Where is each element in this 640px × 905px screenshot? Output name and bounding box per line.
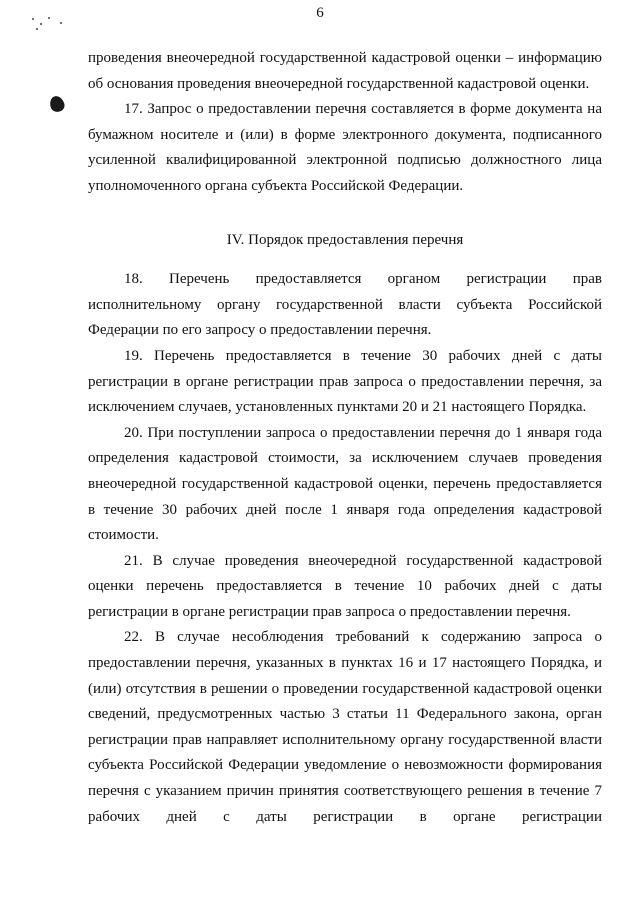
paragraph-21: 21. В случае проведения внеочередной государственной кадастровой оценки перечень предоставляется в течение 10 рабочих дней с даты регистрации в органе регистрации прав запроса о предоставлении перечня. <box>88 552 602 620</box>
paragraph-19: 19. Перечень предоставляется в течение 30 рабочих дней с даты регистрации в органе регистрации прав запроса о предоставлении перечня, за исключением случаев, установленных пунктами 20 и 21 настоящего Порядка. <box>88 347 602 416</box>
paragraph-20: 20. При поступлении запроса о предоставлении перечня до 1 января года определения кадастровой стоимости, за исключением случаев проведения внеочередной государственной кадастровой оценки, перечень предоставляется в течение 30 рабочих дней после 1 января года определения кадастровой стоимости. <box>88 424 602 544</box>
section-heading: IV. Порядок предоставления перечня <box>226 231 464 248</box>
page-number: 6 <box>316 5 324 21</box>
document-body <box>88 46 602 830</box>
paragraph-18: 18. Перечень предоставляется органом регистрации прав исполнительному органу государственной власти субъекта Российской Федерации по его запросу о предоставлении перечня. <box>88 271 602 339</box>
scan-blot <box>48 94 67 114</box>
paragraph-22: 22. В случае несоблюдения требований к содержанию запроса о предоставлении перечня, указанных в пунктах 16 и 17 настоящего Порядка, и (или) отсутствия в решении о проведении государственной кадастровой оценки сведений, предусмотренных частью 3 статьи 11 Федерального закона, орган регистрации прав направляет исполнительному органу государственной власти субъекта Российской Федерации уведомление о невозможности формирования перечня с указанием причин принятия соответствующего решения в течение 7 рабочих дней с даты регистрации в органе регистрации <box>88 629 602 825</box>
paragraph-continuation: проведения внеочередной государственной кадастровой оценки – информацию об основания проведения внеочередной государственной кадастровой оценки. <box>88 50 602 92</box>
paragraph-17: 17. Запрос о предоставлении перечня составляется в форме документа на бумажном носителе и (или) в форме электронного документа, подписанного усиленной квалифицированной электронной подписью должностного лица уполномоченного органа субъекта Российской Федерации. <box>88 101 602 194</box>
